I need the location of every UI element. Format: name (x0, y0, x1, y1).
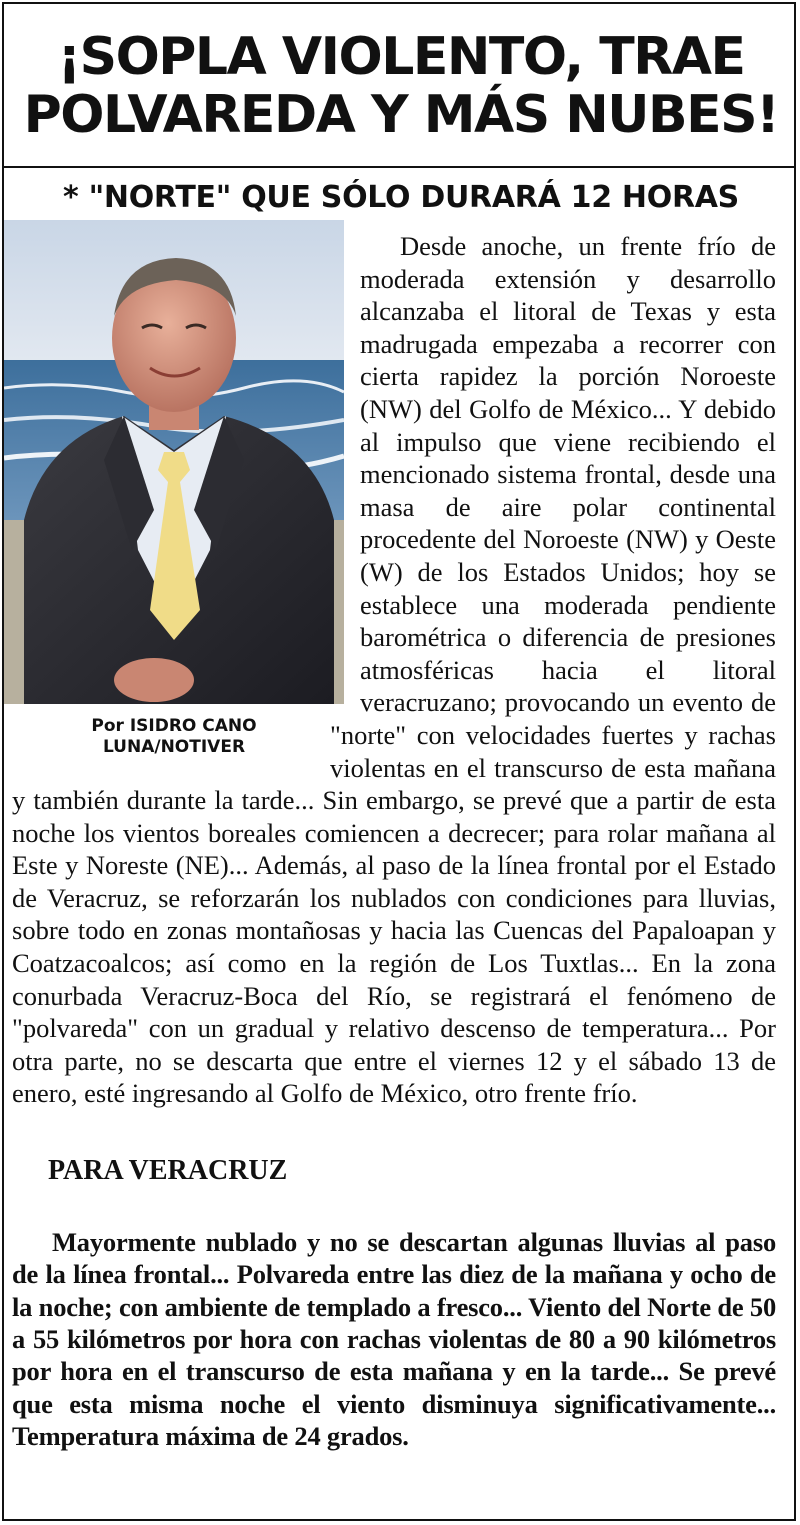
article-body (4, 230, 796, 1452)
subheadline: * "NORTE" QUE SÓLO DURARÁ 12 HORAS (63, 180, 739, 215)
caption-outlet: LUNA/NOTIVER (102, 737, 246, 757)
caption-byline: Por ISIDRO CANO (91, 716, 257, 736)
newspaper-clipping (2, 2, 796, 1521)
headline-divider (4, 166, 796, 168)
section-title: PARA VERACRUZ (48, 1155, 288, 1187)
headline-line-2: POLVAREDA Y MÁS NUBES! (23, 85, 779, 145)
caption-wrap-spacer (4, 698, 330, 774)
article-paragraph: Desde anoche, un frente frío de moderada extensión y desarrollo alcanzaba el litoral de Texas y esta madrugada empezaba a recorrer con cierta rapidez la porción Noroeste (NW) del Golfo de México... Y debido al impulso que viene recibiendo el mencionado sistema frontal, desde una masa de aire polar continental procedente del Noroeste (NW) y Oeste (W) de los Estados Unidos; hoy se establece una moderada pendiente barométrica o diferencia de presiones atmosféricas hacia el litoral veracruzano; provocando un evento de "norte" con velocidades fuertes y rachas violentas en el transcurso de esta mañana y también durante la tarde... Sin embargo, se prevé que a partir de esta noche los vientos boreales comiencen a decrecer; para rolar mañana al Este y Noreste (NE)... Además, al paso de la línea frontal por el Estado de Veracruz, se reforzarán los nublados con condiciones para lluvias, sobre todo en zonas montañosas y hacia las Cuencas del Papaloapan y Coatzacoalcos; así como en la región de Los Tuxtlas... En la zona conurbada Veracruz-Boca del Río, se registrará el fenómeno de "polvareda" con un gradual y relativo descenso de temperatura... Por otra parte, no se descarta que entre el viernes 12 y el sábado 13 de enero, esté ingresando al Golfo de México, otro frente frío. (12, 231, 776, 1109)
headline (4, 28, 796, 144)
photo-wrap-spacer (4, 230, 360, 698)
forecast-paragraph: Mayormente nublado y no se descartan algunas lluvias al paso de la línea frontal... Polvareda entre las diez de la mañana y ocho de la noche; con ambiente de templado a fresco... Viento del Norte de 50 a 55 kilómetros por hora con rachas violentas de 80 a 90 kilómetros por hora en el transcurso de esta mañana y en la tarde... Se prevé que esta misma noche el viento disminuya significativamente... Temperatura máxima de 24 grados. (12, 1227, 776, 1451)
headline-line-1: ¡SOPLA VIOLENTO, TRAE (57, 27, 745, 87)
